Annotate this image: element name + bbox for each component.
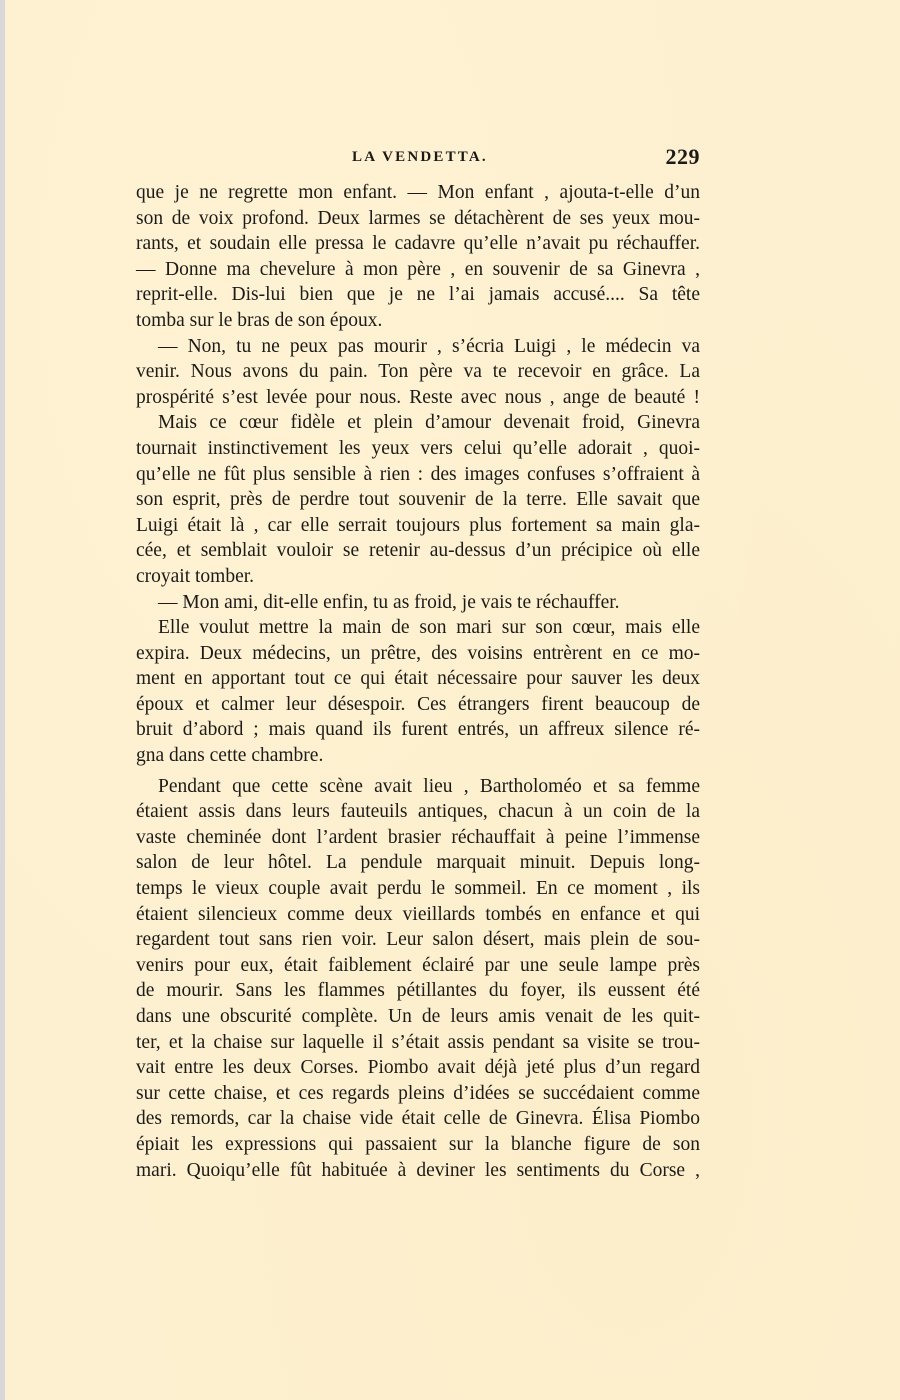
text-line: prospérité s’est levée pour nous. Reste avec nous , ange de beauté ! <box>136 386 700 408</box>
page-left-edge <box>0 0 5 1400</box>
text-line: venir. Nous avons du pain. Ton père va te recevoir en grâce. La <box>136 361 700 383</box>
text-line: vaste cheminée dont l’ardent brasier réchauffait à peine l’immense <box>136 826 700 848</box>
running-head <box>136 144 700 172</box>
running-title: LA VENDETTA. <box>352 149 488 165</box>
text-line: son de voix profond. Deux larmes se détachèrent de ses yeux mou- <box>136 207 700 229</box>
text-line: Elle voulut mettre la main de son mari sur son cœur, mais elle <box>158 617 700 639</box>
text-line: rants, et soudain elle pressa le cadavre qu’elle n’avait pu réchauffer. <box>136 233 700 255</box>
text-line: épiait les expressions qui passaient sur la blanche figure de son <box>136 1133 700 1155</box>
text-line: — Mon ami, dit-elle enfin, tu as froid, je vais te réchauffer. <box>158 591 620 613</box>
text-line: temps le vieux couple avait perdu le sommeil. En ce moment , ils <box>136 878 700 900</box>
text-line: — Donne ma chevelure à mon père , en souvenir de sa Ginevra , <box>136 258 700 280</box>
text-line: expira. Deux médecins, un prêtre, des voisins entrèrent en ce mo- <box>136 642 700 664</box>
text-line: des remords, car la chaise vide était celle de Ginevra. Élisa Piombo <box>136 1108 700 1130</box>
text-line: bruit d’abord ; mais quand ils furent entrés, un affreux silence ré- <box>136 719 700 741</box>
text-line: tomba sur le bras de son époux. <box>136 309 383 331</box>
text-line: de mourir. Sans les flammes pétillantes du foyer, ils eussent été <box>136 980 700 1002</box>
text-line: que je ne regrette mon enfant. — Mon enfant , ajouta-t-elle d’un <box>136 182 700 203</box>
text-line: ter, et la chaise sur laquelle il s’était assis pendant sa visite se trou- <box>136 1031 700 1053</box>
text-line: étaient silencieux comme deux vieillards tombés en enfance et qui <box>136 903 700 925</box>
text-line: Luigi était là , car elle serrait toujours plus fortement sa main gla- <box>136 514 700 536</box>
text-line: étaient assis dans leurs fauteuils antiques, chacun à un coin de la <box>136 801 700 823</box>
text-line: vait entre les deux Corses. Piombo avait déjà jeté plus d’un regard <box>136 1057 700 1079</box>
text-line: venirs pour eux, était faiblement éclairé par une seule lampe près <box>136 954 700 976</box>
text-line: époux et calmer leur désespoir. Ces étrangers firent beaucoup de <box>136 693 700 715</box>
text-line: — Non, tu ne peux pas mourir , s’écria Luigi , le médecin va <box>158 335 700 357</box>
text-line: salon de leur hôtel. La pendule marquait minuit. Depuis long- <box>136 852 700 874</box>
text-line: reprit-elle. Dis-lui bien que je ne l’ai jamais accusé.... Sa tête <box>136 284 700 306</box>
text-line: regardent tout sans rien voir. Leur salon désert, mais plein de sou- <box>136 929 700 951</box>
text-line: dans une obscurité complète. Un de leurs amis venait de les quit- <box>136 1006 700 1027</box>
page-number: 229 <box>665 144 700 169</box>
text-line: son esprit, près de perdre tout souvenir de la terre. Elle savait que <box>136 489 700 511</box>
text-line: ment en apportant tout ce qui était nécessaire pour sauver les deux <box>136 668 700 690</box>
text-line: qu’elle ne fût plus sensible à rien : des images confuses s’offraient à <box>136 463 700 485</box>
text-line: Pendant que cette scène avait lieu , Bartholoméo et sa femme <box>158 775 700 797</box>
text-line: mari. Quoiqu’elle fût habituée à deviner les sentiments du Corse , <box>136 1159 700 1181</box>
text-line: croyait tomber. <box>136 565 255 587</box>
body-text <box>136 180 700 1183</box>
text-line: gna dans cette chambre. <box>136 745 324 767</box>
text-line: sur cette chaise, et ces regards pleins d’idées se succédaient comme <box>136 1082 700 1104</box>
text-line: cée, et semblait vouloir se retenir au-dessus d’un précipice où elle <box>136 540 700 562</box>
text-line: Mais ce cœur fidèle et plein d’amour devenait froid, Ginevra <box>158 412 700 434</box>
text-line: tournait instinctivement les yeux vers celui qu’elle adorait , quoi- <box>136 437 700 459</box>
